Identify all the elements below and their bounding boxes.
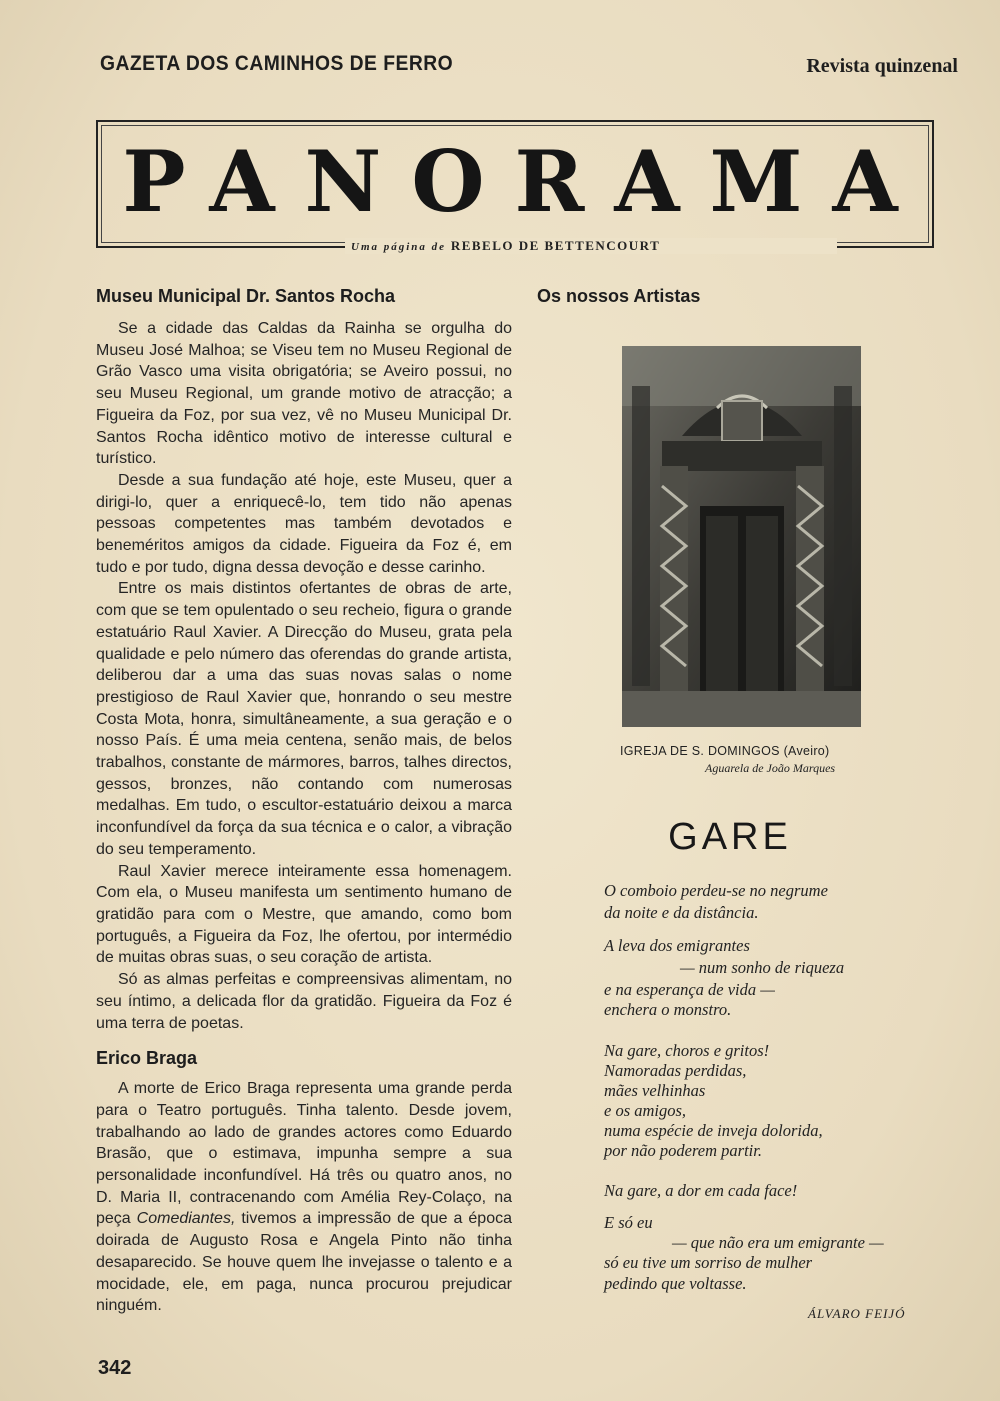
article-paragraph: Se a cidade das Caldas da Rainha se orgulha do Museu José Malhoa; se Viseu tem no Museu Regional de Grão Vasco uma visita obrigatória; se Aveiro possui, no seu Museu Regional, um grande motivo de atracção; a Figueira da Foz, por sua vez, vê no Museu Municipal Dr. Santos Rocha idêntico motivo de interesse cultural e turístico. (96, 320, 512, 468)
poem-line: mães velhinhas (604, 1081, 706, 1100)
poem-line: enchera o monstro. (604, 1000, 732, 1019)
poem-line: só eu tive um sorriso de mulher (604, 1253, 813, 1272)
poem-line: e na esperança de vida — (604, 980, 775, 999)
article-heading-erico: Erico Braga (96, 1048, 198, 1069)
section-heading-artistas: Os nossos Artistas (537, 286, 701, 306)
article-paragraph: Entre os mais distintos ofertantes de obras de arte, com que se tem opulentado o seu recheio, figura o grande estatuário Raul Xavier. A Direcção do Museu, grata pela qualidade e pelo número das oferendas do grande artista, deliberou dar a uma das suas novas salas o nome prestigioso de Raul Xavier que, honrando o seu mestre Costa Mota, honra, simultâneamente, a sua geração e o nosso País. É uma meia centena, senão mais, de belos trabalhos, constante de mármores, barros, talhes directos, gessos, bronzes, não contando com numerosas medalhas. Em tudo, o escultor-estatuário deixou a marca inconfundível da força da sua técnica e o calor, a vibração do seu temperamento. (96, 580, 512, 858)
byline-author: REBELO DE BETTENCOURT (450, 238, 661, 253)
photo-caption: IGREJA DE S. DOMINGOS (Aveiro) (620, 744, 830, 758)
poem-line: e os amigos, (604, 1101, 687, 1120)
article-heading-museu: Museu Municipal Dr. Santos Rocha (96, 286, 396, 306)
poem-line: numa espécie de inveja dolorida, (604, 1121, 823, 1140)
byline-prefix: Uma página de (351, 241, 447, 253)
paragraph-text: tivemos a impressão de que a época doirada de Augusto Rosa e Angela Pinto não tinha desaparecido. Se houve quem lhe invejasse o talento e a mocidade, ele, em paga, nunca procurou prejudicar ninguém. (96, 1210, 512, 1315)
publication-frequency: Revista quinzenal (806, 55, 958, 77)
paragraph-text: A morte de Erico Braga representa uma grande perda para o Teatro português. Tinha talento. Desde jovem, trabalhando ao lado de grandes actores como Eduardo Brasão, que o estimava, impunha sempre a sua personalidade inconfundível. Há três ou quatro anos, no D. Maria II, contracenando com Amélia Rey-Colaço, na peça (96, 1080, 512, 1228)
page-number: 342 (98, 1357, 132, 1379)
poem-author: ÁLVARO FEIJÓ (808, 1306, 906, 1321)
poem-line: A leva dos emigrantes (604, 936, 750, 955)
article-paragraph: Só as almas perfeitas e compreensivas alimentam, no seu íntimo, a delicada flor da gratidão. Figueira da Foz é uma terra de poetas. (96, 971, 512, 1032)
poem-line: Na gare, a dor em cada face! (604, 1181, 798, 1200)
poem-line: — num sonho de riqueza (680, 958, 845, 977)
article-paragraph: Desde a sua fundação até hoje, este Museu, quer a dirigi-lo, quer a enriquecê-lo, tem tido não apenas pessoas competentes mas também devotados e beneméritos amigos da cidade. Figueira da Foz é, em tudo e por tudo, digna dessa devoção e desse carinho. (96, 471, 512, 576)
play-title: Comediantes, (136, 1210, 236, 1228)
left-column (96, 286, 512, 1317)
poem-line: Namoradas perdidas, (604, 1061, 747, 1080)
poem-line: pedindo que voltasse. (604, 1274, 747, 1293)
publication-title: GAZETA DOS CAMINHOS DE FERRO (100, 52, 454, 75)
poem-line: O comboio perdeu-se no negrume (604, 881, 828, 900)
panorama-banner (96, 120, 934, 248)
poem-line: E só eu (604, 1213, 653, 1232)
poem-line: da noite e da distância. (604, 903, 759, 922)
photo-credit: Aguarela de João Marques (705, 761, 836, 775)
article-paragraph (96, 1078, 512, 1317)
poem-line: — que não era um emigrante — (672, 1233, 884, 1252)
article-paragraph: Raul Xavier merece inteiramente essa homenagem. Com ela, o Museu manifesta um sentimento humano de gratidão para com o Mestre, que amando, como bom português, a Figueira da Foz, lhe ofertou, por intermédio de muitas obras suas, o seu coração de artista. (96, 862, 512, 967)
church-photo (622, 346, 861, 727)
poem-line: por não poderem partir. (604, 1141, 762, 1160)
church-portal-illustration (622, 346, 861, 727)
poem-line: Na gare, choros e gritos! (604, 1041, 770, 1060)
panorama-title: PANORAMA (122, 132, 928, 231)
byline (345, 238, 837, 254)
poem-title: GARE (668, 816, 792, 858)
